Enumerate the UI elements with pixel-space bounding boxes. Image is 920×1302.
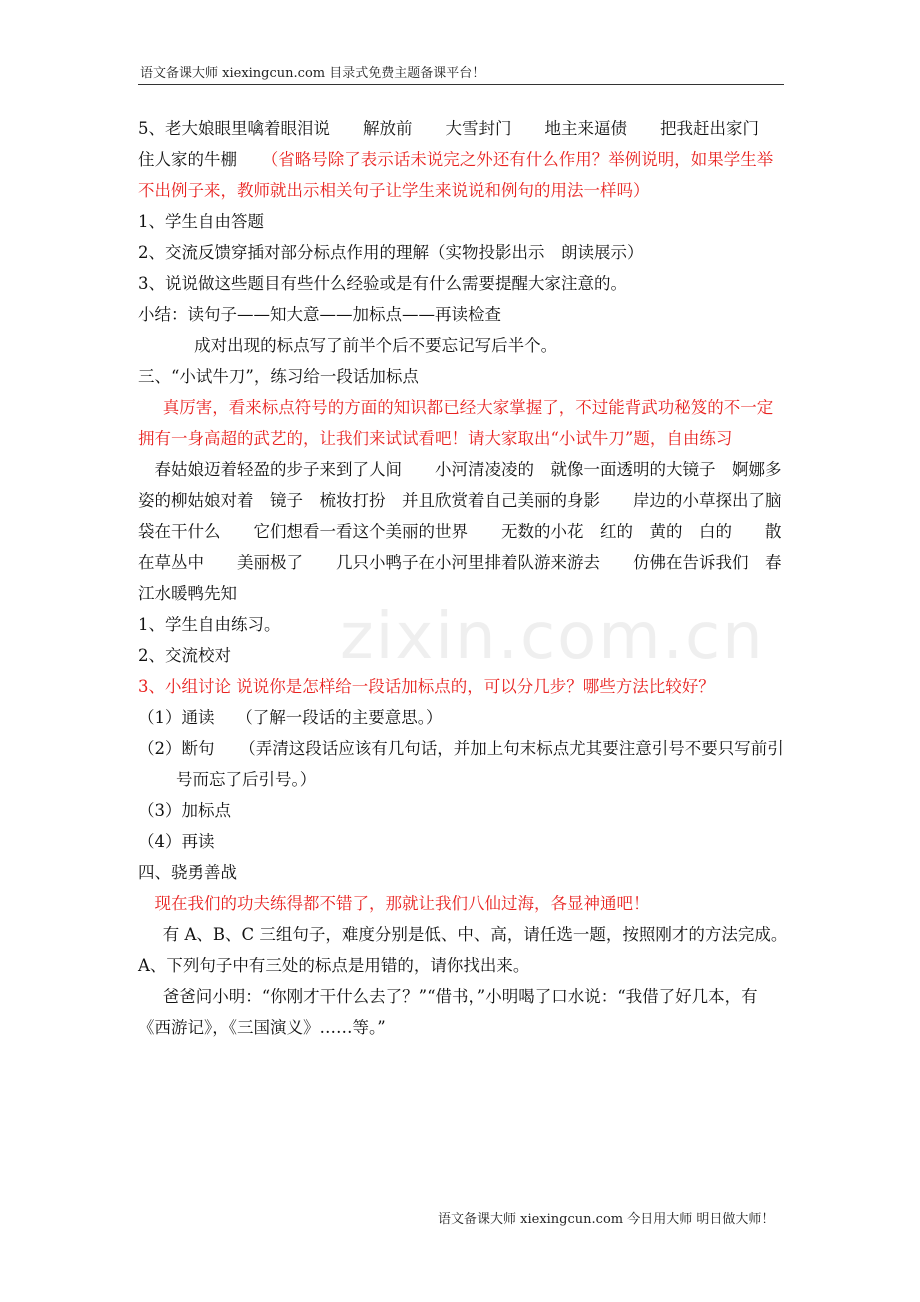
- summary-note: 成对出现的标点写了前半个后不要忘记写后半个。: [194, 336, 558, 355]
- page-header: 语文备课大师 xiexingcun.com 目录式免费主题备课平台！: [140, 66, 486, 81]
- practice-step-1: 1、学生自由练习。: [138, 615, 281, 634]
- task-a-sentence: 爸爸问小明：“你刚才干什么去了？”“借书，”小明喝了口水说：“我借了好几本，有《西游记》，《三国演义》……等。”: [138, 987, 758, 1037]
- step-1: 1、学生自由答题: [138, 212, 264, 231]
- section-4-intro: 现在我们的功夫练得都不错了，那就让我们八仙过海，各显神通吧！: [154, 894, 650, 913]
- practice-step-2: 2、交流校对: [138, 646, 231, 665]
- question-5-teacher-note: （省略号除了表示话未说完之外还有什么作用？举例说明，如果学生举不出例子来，教师就出示相关句子让学生来说说和例句的用法一样吗）: [138, 150, 774, 200]
- task-a-heading: A、下列句子中有三处的标点是用错的，请你找出来。: [138, 956, 530, 975]
- method-2: （2）断句 （弄清这段话应该有几句话，并加上句末标点尤其要注意引号不要只写前引号而忘了后引号。）: [138, 739, 784, 789]
- question-5: [138, 113, 792, 206]
- section-3-intro: 真厉害，看来标点符号的方面的知识都已经大家掌握了，不过能背武功秘笈的不一定拥有一身高超的武艺的，让我们来试试看吧！请大家取出“小试牛刀”题，自由练习: [138, 398, 774, 448]
- task-instructions: 有 A、B、C 三组句子，难度分别是低、中、高，请任选一题，按照刚才的方法完成。: [162, 925, 788, 944]
- practice-step-3: 3、小组讨论 说说你是怎样给一段话加标点的，可以分几步？哪些方法比较好？: [138, 677, 715, 696]
- section-3-heading: 三、“小试牛刀”，练习给一段话加标点: [138, 367, 419, 386]
- step-3: 3、说说做这些题目有些什么经验或是有什么需要提醒大家注意的。: [138, 274, 627, 293]
- method-3: （3）加标点: [138, 801, 231, 820]
- method-4: （4）再读: [138, 832, 215, 851]
- watermark: zixin.com.cn: [340, 600, 765, 674]
- section-4-heading: 四、骁勇善战: [138, 863, 237, 882]
- method-1: （1）通读 （了解一段话的主要意思。）: [138, 708, 443, 727]
- page-footer: 语文备课大师 xiexingcun.com 今日用大师 明日做大师！: [438, 1212, 775, 1227]
- question-5-text: 5、老大娘眼里噙着眼泪说 解放前 大雪封门 地主来逼债 把我赶出家门 住人家的牛棚: [138, 119, 792, 169]
- header-divider: [138, 84, 784, 85]
- document-body: [138, 113, 792, 1043]
- step-2: 2、交流反馈穿插对部分标点作用的理解（实物投影出示 朗读展示）: [138, 243, 644, 262]
- exercise-passage: 春姑娘迈着轻盈的步子来到了人间 小河清凌凌的 就像一面透明的大镜子 婀娜多姿的柳姑娘对着 镜子 梳妆打扮 并且欣赏着自己美丽的身影 岸边的小草探出了脑袋在干什么 它们想看一看这个美丽的世界 无数的小花 红的 黄的 白的 散在草丛中 美丽极了 几只小鸭子在小河里排着队游来游去 仿佛在告诉我们 春江水暖鸭先知: [138, 460, 782, 603]
- summary: 小结：读句子——知大意——加标点——再读检查: [138, 305, 501, 324]
